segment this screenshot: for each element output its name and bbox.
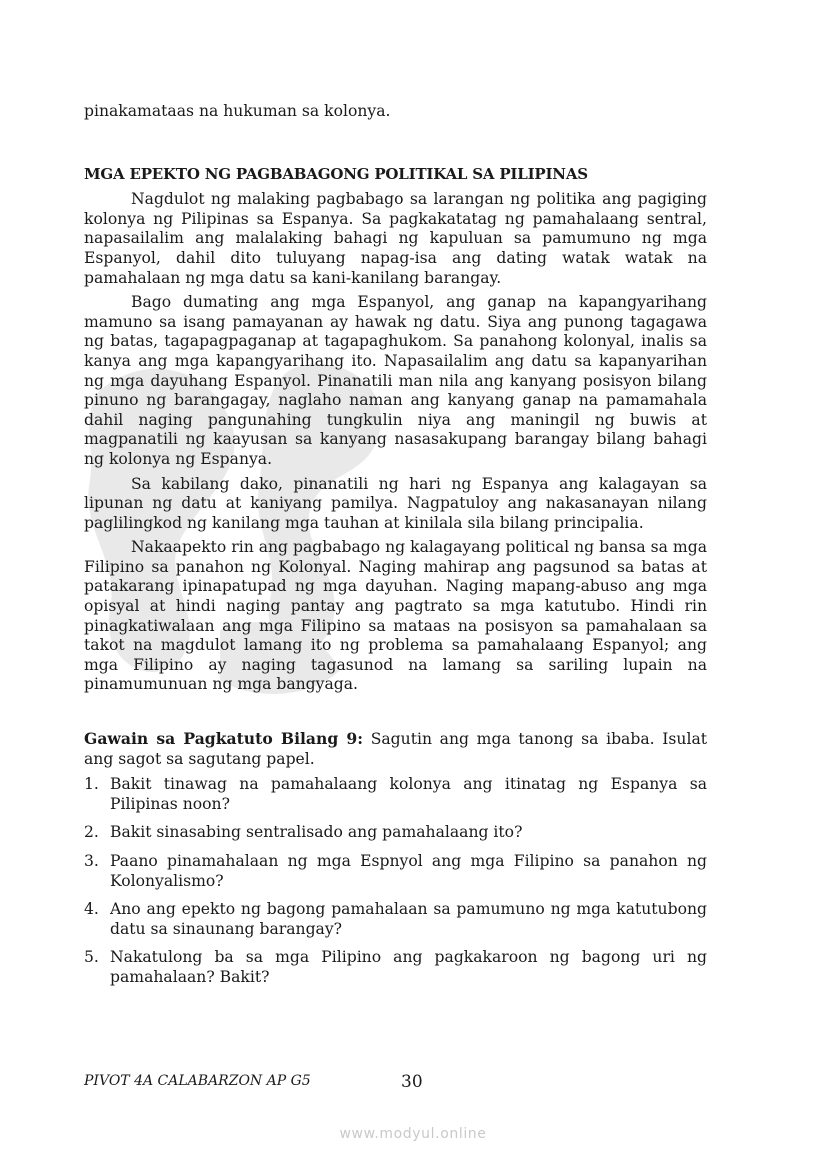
question-number: 2.	[84, 823, 99, 842]
paragraph-2: Bago dumating ang mga Espanyol, ang ganap na kapangyarihang mamuno sa isang pamayanan ay hawak ng datu. Siya ang punong tagagawa ng batas, tagapagpaganap at tagapaghukom. Sa panahong kolonyal, inalis sa kanya ang mga kapangyarihang ito. Napasailalim ang datu sa kapanyarihan ng mga dayuhang Espanyol. Pinanatili man nila ang kanyang posisyon bilang pinuno ng barangagay, naglaho naman ang kanyang ganap na pamamahala dahil naging pangunahing tungkulin niya ang maningil ng buwis at magpanatili ng kaayusan sa kanyang nasasakupang barangay bilang bahagi ng kolonya ng Espanya.	[84, 293, 707, 468]
question-number: 4.	[84, 900, 99, 919]
site-watermark-text: www.modyul.online	[339, 1126, 487, 1142]
question-list	[84, 775, 707, 987]
main-content	[84, 102, 707, 997]
page-number: 30	[401, 1072, 423, 1092]
question-item	[84, 775, 707, 814]
activity-instruction-text: Sagutin ang mga tanong sa ibaba. Isulat ang sagot sa sagutang papel.	[84, 730, 708, 768]
activity-instruction	[84, 729, 707, 769]
question-text: Nakatulong ba sa mga Pilipino ang pagkakaroon ng bagong uri ng pamahalaan? Bakit?	[110, 948, 707, 986]
question-text: Bakit sinasabing sentralisado ang pamahalaang ito?	[110, 823, 523, 842]
question-item	[84, 823, 707, 843]
question-item	[84, 852, 707, 891]
question-text: Ano ang epekto ng bagong pamahalaan sa pamumuno ng mga katutubong datu sa sinaunang barangay?	[110, 900, 707, 938]
continued-line: pinakamataas na hukuman sa kolonya.	[84, 102, 391, 120]
question-text: Bakit tinawag na pamahalaang kolonya ang itinatag ng Espanya sa Pilipinas noon?	[110, 775, 707, 813]
question-number: 3.	[84, 852, 99, 870]
section-heading: MGA EPEKTO NG PAGBABAGONG POLITIKAL SA PILIPINAS	[84, 164, 588, 183]
question-number: 1.	[84, 775, 99, 794]
question-text: Paano pinamahalaan ng mga Espnyol ang mga Filipino sa panahon ng Kolonyalismo?	[110, 852, 707, 890]
question-item	[84, 900, 707, 939]
question-number: 5.	[84, 948, 99, 967]
activity-title: Gawain sa Pagkatuto Bilang 9:	[84, 729, 364, 749]
question-item	[84, 948, 707, 987]
footer-module-label: PIVOT 4A CALABARZON AP G5	[84, 1073, 311, 1089]
paragraph-3: Sa kabilang dako, pinanatili ng hari ng Espanya ang kalagayan sa lipunan ng datu at kaniyang pamilya. Nagpatuloy ang nakasanayan nilang paglilingkod ng kanilang mga tauhan at kinilala sila bilang principalia.	[84, 474, 707, 532]
paragraph-1: Nagdulot ng malaking pagbabago sa larangan ng politika ang pagiging kolonya ng Pilipinas sa Espanya. Sa pagkakatatag ng pamahalaang sentral, napasailalim ang malalaking bahagi ng kapuluan sa pamumuno ng mga Espanyol, dahil dito tuluyang napag-isa ang dating watak watak na pamahalaan ng mga datu sa kani-kanilang barangay.	[84, 190, 707, 287]
paragraph-4: Nakaapekto rin ang pagbabago ng kalagayang political ng bansa sa mga Filipino sa panahon ng Kolonyal. Naging mahirap ang pagsunod sa batas at patakarang ipinapatupad ng mga dayuhan. Naging mapang-abuso ang mga opisyal at hindi naging pantay ang pagtrato sa mga katutubo. Hindi rin pinagkatiwalaan ang mga Filipino sa mataas na posisyon sa pamahalaan sa takot na magdulot lamang ito ng problema sa pamahalaang Espanyol; ang mga Filipino ay naging tagasunod na lamang sa sariling lupain na pinamumunuan ng mga bangyaga.	[84, 538, 707, 694]
